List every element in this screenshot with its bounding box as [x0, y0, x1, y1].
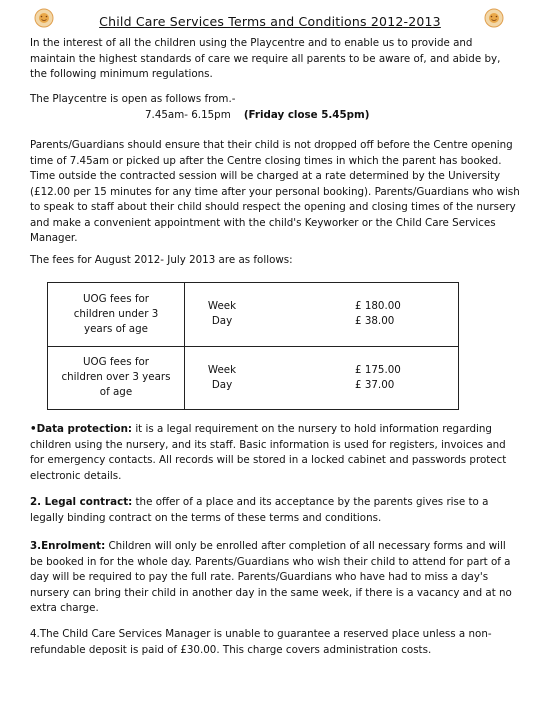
- data-protection-section: [30, 422, 520, 484]
- fee-group-line: children over 3 years: [61, 371, 171, 384]
- fee-amount: £ 38.00: [355, 315, 395, 328]
- page-title: Child Care Services Terms and Conditions 2012-2013: [99, 14, 441, 29]
- opening-hours-times: [30, 108, 520, 124]
- table-row: [48, 346, 459, 410]
- fee-period-cell: [185, 346, 260, 410]
- legal-contract-heading: 2. Legal contract:: [30, 496, 133, 508]
- fee-period: Day: [211, 378, 233, 391]
- fee-group-line: UOG fees for: [83, 356, 149, 369]
- enrolment-section: [30, 539, 520, 617]
- fee-period-cell: [185, 283, 260, 347]
- sun-logo-right: [480, 4, 508, 32]
- fee-period: Week: [207, 300, 237, 313]
- fee-amount-cell: [259, 346, 459, 410]
- enrolment-heading: 3.Enrolment:: [30, 540, 106, 552]
- fee-amount: £ 37.00: [355, 378, 395, 391]
- fee-amount: £ 175.00: [355, 363, 401, 376]
- fee-group-line: of age: [99, 386, 133, 399]
- fee-period: Day: [211, 315, 233, 328]
- legal-contract-text: the offer of a place and its acceptance by the parents gives rise to a legally binding contract on the terms of these terms and conditions.: [30, 496, 489, 524]
- policy-paragraph: Parents/Guardians should ensure that their child is not dropped off before the Centre opening time of 7.45am or picked up after the Centre closing times in which the parent has booked. Time outside the contracted session will be charged at a rate determined by the University (£12.00 per 15 minutes for any time after your personal booking). Parents/Guardians who wish to speak to staff about their child should respect the opening and closing times of the nursery and make a convenient appointment with the child's Keyworker or the Child Care Services Manager.: [30, 139, 520, 244]
- opening-hours-range: 7.45am- 6.15pm: [145, 108, 231, 121]
- fee-period: Week: [207, 363, 237, 376]
- friday-closing: (Friday close 5.45pm): [243, 108, 370, 121]
- fee-group-cell: [48, 283, 185, 347]
- legal-contract-section: [30, 495, 520, 526]
- fee-group-line: children under 3: [73, 307, 159, 320]
- fees-intro: The fees for August 2012- July 2013 are as follows:: [30, 254, 293, 266]
- table-row: [48, 283, 459, 347]
- enrolment-text: Children will only be enrolled after completion of all necessary forms and will be booked in for the whole day. Parents/Guardians who wish their child to attend for part of a day will be required to pay the full rate. Parents/Guardians who have had to miss a day's nursery can bring their child in another day in the same week, if there is a vacancy and at no extra charge.: [30, 540, 512, 614]
- fee-amount-cell: [259, 283, 459, 347]
- opening-hours-heading: The Playcentre is open as follows from.-: [30, 93, 236, 105]
- intro-paragraph: In the interest of all the children using the Playcentre and to enable us to provide and maintain the highest standards of care we require all parents to be aware of, and abide by, the following minimum regulations.: [30, 37, 501, 80]
- data-protection-text: it is a legal requirement on the nursery to hold information regarding children using the nursery, and its staff. Basic information is used for registers, invoices and for emergency contacts. All records will be stored in a locked cabinet and passwords protect electronic details.: [30, 423, 507, 482]
- fee-group-cell: [48, 346, 185, 410]
- fees-table: [47, 282, 459, 410]
- data-protection-heading: •Data protection:: [30, 423, 133, 435]
- fee-amount: £ 180.00: [355, 300, 401, 313]
- fee-group-line: years of age: [84, 322, 148, 335]
- deposit-section: 4.The Child Care Services Manager is unable to guarantee a reserved place unless a non-refundable deposit is paid of £30.00. This charge covers administration costs.: [30, 628, 492, 656]
- opening-hours: [30, 92, 520, 123]
- fee-group-line: UOG fees for: [83, 292, 149, 305]
